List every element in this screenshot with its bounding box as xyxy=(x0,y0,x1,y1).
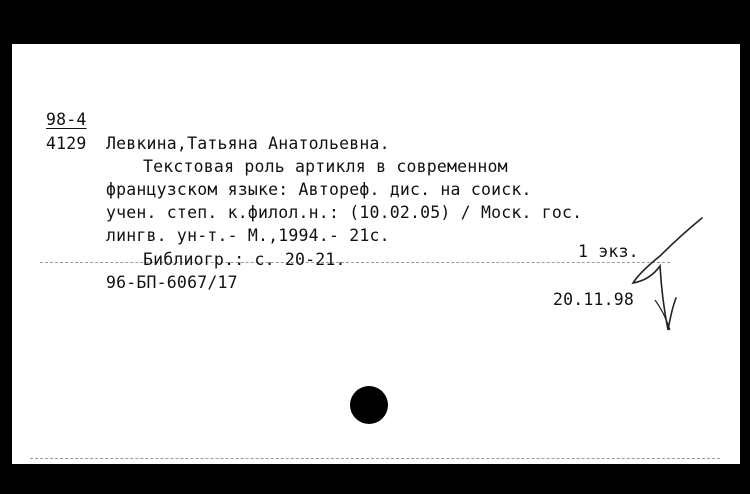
shelf-mark: 98-4 xyxy=(46,110,87,129)
title-line-4: лингв. ун-т.- М.,1994.- 21с. xyxy=(106,226,390,245)
punch-hole xyxy=(350,386,388,424)
catalog-code: 96-БП-6067/17 xyxy=(106,273,238,292)
author-name: Левкина,Татьяна Анатольевна. xyxy=(106,134,390,153)
inventory-number: 4129 xyxy=(46,134,87,153)
received-date: 20.11.98 xyxy=(553,290,635,309)
bibliography-note: Библиогр.: с. 20-21. xyxy=(143,250,346,269)
copies-count: 1 экз. xyxy=(578,242,639,261)
title-line-1: Текстовая роль артикля в современном xyxy=(143,157,508,176)
title-line-3: учен. степ. к.филол.н.: (10.02.05) / Моск. гос. xyxy=(106,203,583,222)
scan-artifact-line xyxy=(30,458,720,459)
scan-artifact-line xyxy=(40,262,670,263)
title-line-2: французском языке: Автореф. дис. на соиск. xyxy=(106,180,532,199)
